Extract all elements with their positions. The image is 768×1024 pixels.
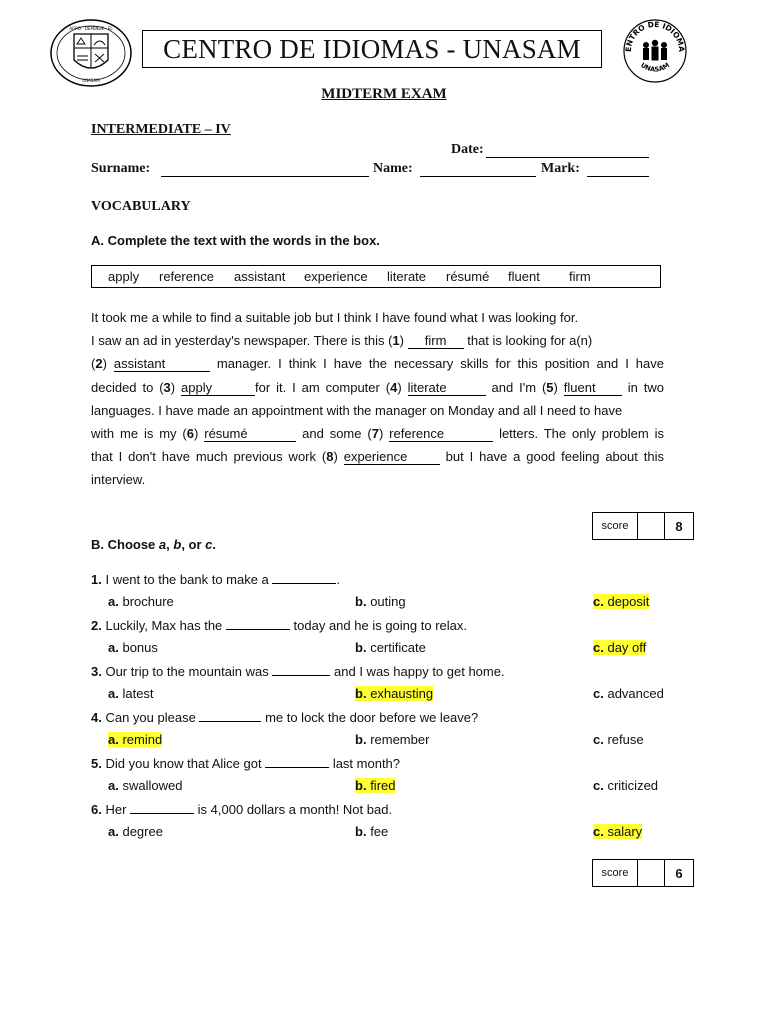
paragraph-line: decided to (3) apply for it. I am computer (4) literate and I'm (5) fluent in two — [91, 379, 664, 395]
answer-blank-5[interactable]: fluent — [564, 381, 622, 396]
question-6: 6. Her is 4,000 dollars a month! Not bad. — [91, 802, 393, 817]
option-c[interactable]: c. criticized — [593, 778, 659, 793]
option-a[interactable]: a. degree — [108, 824, 163, 839]
answer-blank-2[interactable]: assistant — [114, 357, 210, 372]
answer-blank-4[interactable]: literate — [408, 381, 486, 396]
date-label: Date: — [451, 142, 484, 157]
option-b-selected[interactable]: b. fired — [355, 778, 396, 793]
exam-title: MIDTERM EXAM — [321, 86, 447, 102]
question-blank[interactable] — [199, 709, 261, 722]
paragraph-line: languages. I have made an appointment with the manager on Monday and all I need to have — [91, 402, 623, 418]
option-a[interactable]: a. bonus — [108, 640, 158, 655]
option-c[interactable]: c. advanced — [593, 686, 664, 701]
option-c-selected[interactable]: c. salary — [593, 824, 643, 839]
score-input-cell[interactable] — [638, 513, 665, 539]
institution-title: CENTRO DE IDIOMAS - UNASAM — [163, 33, 581, 64]
word-box-item: fluent — [508, 269, 540, 284]
question-blank[interactable] — [226, 617, 290, 630]
option-c-selected[interactable]: c. day off — [593, 640, 647, 655]
question-blank[interactable] — [272, 571, 336, 584]
question-blank[interactable] — [130, 801, 194, 814]
paragraph-line: (2) assistant manager. I think I have the necessary skills for this position and I have — [91, 356, 664, 372]
question-2: 2. Luckily, Max has the today and he is going to relax. — [91, 618, 467, 633]
university-crest — [48, 18, 134, 88]
crest-motto: AGRO · DEPENDE · EL — [69, 26, 113, 31]
instruction-a: A. Complete the text with the words in the box. — [91, 233, 380, 248]
question-3: 3. Our trip to the mountain was and I was happy to get home. — [91, 664, 505, 679]
mark-field[interactable] — [587, 162, 649, 177]
answer-blank-7[interactable]: reference — [389, 427, 493, 442]
paragraph-line: interview. — [91, 472, 146, 488]
name-field[interactable] — [420, 162, 536, 177]
surname-field[interactable] — [161, 162, 369, 177]
answer-blank-6[interactable]: résumé — [204, 427, 296, 442]
answer-blank-3[interactable]: apply — [181, 381, 255, 396]
paragraph-line: It took me a while to find a suitable job but I think I have found what I was looking for. — [91, 310, 579, 325]
name-label: Name: — [373, 161, 413, 176]
option-a-selected[interactable]: a. remind — [108, 732, 163, 747]
score-label: score — [593, 860, 638, 886]
paragraph-line: I saw an ad in yesterday's newspaper. There is this (1) firm that is looking for a(n) — [91, 333, 593, 349]
option-a[interactable]: a. latest — [108, 686, 154, 701]
institution-title-box — [142, 30, 602, 68]
language-center-logo — [622, 18, 688, 84]
word-box-item: résumé — [446, 269, 490, 284]
exam-level: INTERMEDIATE – IV — [91, 122, 231, 137]
mark-label: Mark: — [541, 161, 580, 176]
option-b[interactable]: b. certificate — [355, 640, 426, 655]
word-box — [91, 265, 661, 288]
answer-blank-1[interactable]: firm — [408, 334, 464, 349]
word-box-item: reference — [159, 269, 214, 284]
option-a[interactable]: a. brochure — [108, 594, 174, 609]
logo-bottom-text: UNASAM — [639, 61, 671, 74]
section-heading-vocabulary: VOCABULARY — [91, 199, 191, 214]
word-box-item: literate — [387, 269, 427, 284]
surname-label: Surname: — [91, 161, 151, 176]
paragraph-line: that I don't have much previous work (8) experience but I have a good feeling about this — [91, 449, 664, 465]
question-4: 4. Can you please me to lock the door before we leave? — [91, 710, 479, 725]
word-box-item: assistant — [234, 269, 286, 284]
word-box-item: experience — [304, 269, 368, 284]
option-b[interactable]: b. outing — [355, 594, 406, 609]
logo-top-text: ENTRO DE IDIOMA — [623, 19, 687, 53]
instruction-b: B. Choose a, b, or c. — [91, 537, 217, 552]
score-input-cell[interactable] — [638, 860, 665, 886]
score-label: score — [593, 513, 638, 539]
option-a[interactable]: a. swallowed — [108, 778, 183, 793]
crest-bottom-text: UNASAM — [82, 78, 100, 83]
paragraph-line: with me is my (6) résumé and some (7) reference letters. The only problem is — [91, 426, 664, 442]
word-box-item: firm — [569, 269, 591, 284]
question-blank[interactable] — [272, 663, 330, 676]
option-b[interactable]: b. fee — [355, 824, 389, 839]
word-box-item: apply — [108, 269, 140, 284]
score-value: 8 — [675, 518, 683, 534]
answer-blank-8[interactable]: experience — [344, 450, 440, 465]
score-value: 6 — [675, 865, 683, 881]
option-c-selected[interactable]: c. deposit — [593, 594, 650, 609]
score-box-a — [592, 512, 694, 540]
cloze-paragraph — [91, 306, 664, 492]
question-5: 5. Did you know that Alice got last month? — [91, 756, 401, 771]
option-b[interactable]: b. remember — [355, 732, 430, 747]
date-field[interactable] — [486, 143, 649, 158]
question-1: 1. I went to the bank to make a . — [91, 572, 341, 587]
question-blank[interactable] — [265, 755, 329, 768]
option-c[interactable]: c. refuse — [593, 732, 644, 747]
option-b-selected[interactable]: b. exhausting — [355, 686, 434, 701]
score-box-b — [592, 859, 694, 887]
